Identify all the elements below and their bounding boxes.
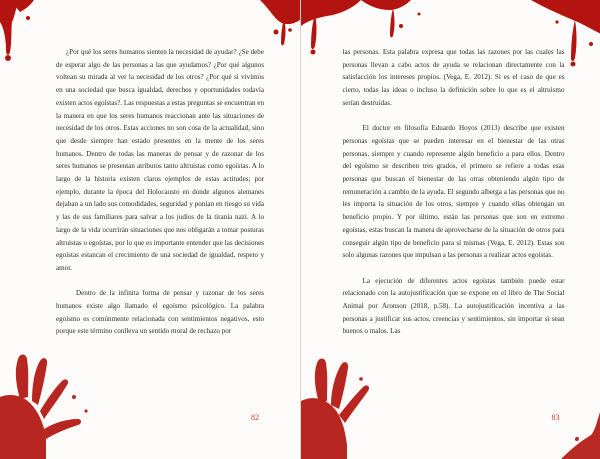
page-number: 82 bbox=[251, 413, 259, 422]
handprint-bottom-left-right-page bbox=[301, 349, 421, 459]
page-number: 83 bbox=[551, 413, 560, 422]
handprint-bottom-left bbox=[0, 349, 120, 459]
page-right-text bbox=[343, 46, 565, 351]
paragraph: El doctor en filosofía Eduardo Hoyos (2013) describe que existen personas egoístas que se pueden interesar en el bienestar de las otras personas, siempre y cuando represente algún beneficio a para ellos. Dentro del egoísmo se describen tres grados, el primero se refiere a todas esas personas que buscan el bienestar de las otras obteniendo algún tipo de remuneración a cambio de la ayuda. El segundo alberga a las personas que no les importa la situación de los otros, siempre y cuando ellas obtengan un beneficio propio. Y por último, están las personas que son en extremo egoístas, estas buscan la manera de aprovecharse de la situación de otros para conseguir algún tipo de beneficio para sí mismas (Vega, E. 2012). Estas son solo algunas razones que impulsan a las personas a realizar actos egoístas. bbox=[342, 124, 565, 260]
paragraph: La ejecución de diferentes actos egoístas también puede estar relacionado con la autojustificación que se expone en el libro de The Social Animal por Aronson (2018, p.58). La autojustificación incentiva a las personas a justificar sus actos, creencias y sentimientos, sin importar si sean buenos o malos. Las bbox=[342, 276, 565, 336]
page-left-text bbox=[56, 46, 264, 351]
paragraph: ¿Por qué los seres humanos sienten la necesidad de ayudar? ¿Se debe de esperar algo de las personas a las que ayudamos? ¿Por qué algunos voltean su mirada al ver la necesidad de los otros? ¿Por qué si vivimos en una sociedad que busca igualdad, derechos y oportunidades todavía existen actos egoístas?. Las respuestas a estas preguntas se encuentran en la manera en que los seres humanos reaccionan ante las situaciones de necesidad de los otros. Estas acciones no son cosa de la actualidad, sino que desde siempre han estado presentes en la mente de los seres humanos. Dentro de todas las maneras de pensar y de razonar de los seres humanos se presentan atributos tanto altruistas como egoístas. A lo largo de la historia existen claros ejemplos de estas actitudes; por ejemplo, durante la época del Holocausto en donde algunos alemanes dejaban a un lado sus comodidades, seguridad y ponían en riesgo su vida y las de sus familiares para salvar a los judíos de la tiranía nazi. A lo largo de la vida ocurrirán situaciones que nos obligarán a tomar posturas altruistas o egoístas, por lo que es importante entender que las decisiones egoístas estancan el crecimiento de una sociedad de igualdad, respeto y amor. bbox=[56, 48, 264, 272]
paragraph: Dentro de la infinita forma de pensar y razonar de los seres humanos existe algo llamado el egoísmo psicológico. La palabra egoísmo es comúnmente relacionada con sentimientos negativos, esto porque este término conlleva un sentido moral de rechazo por bbox=[56, 289, 264, 336]
paragraph: las personas. Esta palabra expresa que todas las razones por las cuales las personas llevan a cabo actos de ayuda se relacionan directamente con la satisfacción los intereses propios. (Vega, E. 2012). Si es el caso de que es cierto, todas las ideas o incluso la definición sobre lo que es el altruismo serían destruidas. bbox=[342, 48, 565, 107]
page-right bbox=[301, 0, 600, 459]
